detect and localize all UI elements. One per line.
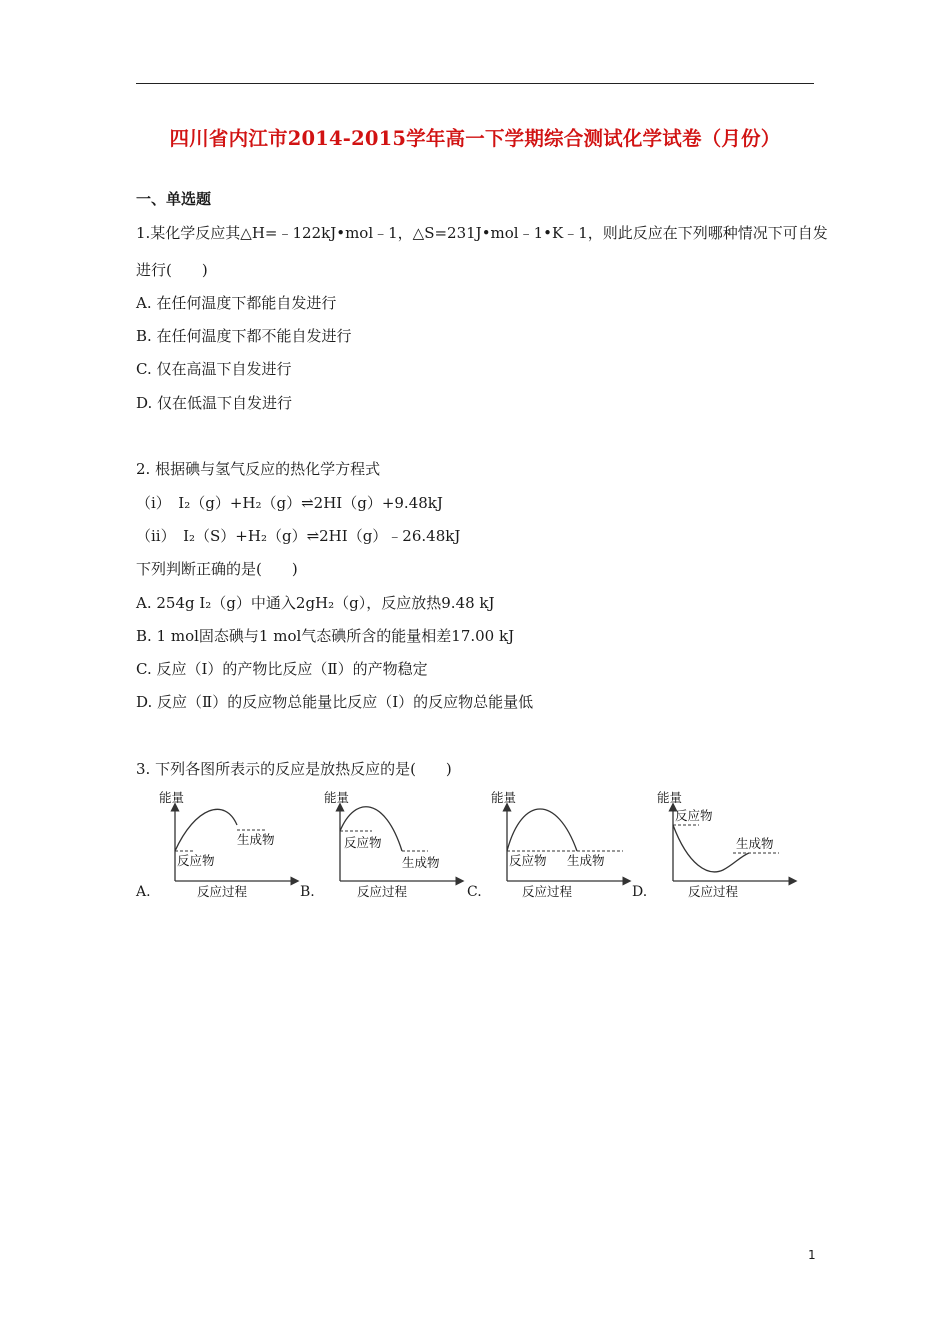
y-axis-label: 能量	[324, 790, 350, 805]
x-axis-label: 反应过程	[197, 884, 248, 899]
reactant-label: 反应物	[509, 853, 547, 868]
energy-diagram-b	[320, 785, 470, 900]
x-axis-label: 反应过程	[688, 884, 739, 899]
q2-option-c: C. 反应（Ⅰ）的产物比反应（Ⅱ）的产物稳定	[136, 660, 428, 678]
section-heading: 一、单选题	[136, 190, 212, 208]
q1-stem-line2: 进行( )	[136, 261, 208, 279]
q1-option-c: C. 仅在高温下自发进行	[136, 360, 292, 378]
q2-prompt: 下列判断正确的是( )	[136, 560, 298, 578]
q1-option-a: A. 在任何温度下都能自发进行	[136, 294, 337, 312]
y-axis-label: 能量	[491, 790, 517, 805]
q2-option-d: D. 反应（Ⅱ）的反应物总能量比反应（Ⅰ）的反应物总能量低	[136, 693, 534, 711]
q2-equation-ii: （ii） I₂（S）+H₂（g）⇌2HI（g）﹣26.48kJ	[136, 527, 461, 545]
product-label: 生成物	[402, 855, 440, 870]
q3-option-a-letter: A.	[136, 884, 151, 900]
x-axis-label: 反应过程	[522, 884, 573, 899]
product-label: 生成物	[237, 832, 275, 847]
q2-equation-i: （i） I₂（g）+H₂（g）⇌2HI（g）+9.48kJ	[136, 494, 443, 512]
product-label: 生成物	[567, 853, 605, 868]
header-rule	[136, 83, 814, 84]
x-axis-label: 反应过程	[357, 884, 408, 899]
page-number: 1	[808, 1248, 816, 1262]
q3-option-b-letter: B.	[300, 884, 315, 900]
q3-option-d-letter: D.	[632, 884, 648, 900]
q2-option-b: B. 1 mol固态碘与1 mol气态碘所含的能量相差17.00 kJ	[136, 627, 515, 645]
product-label: 生成物	[736, 836, 774, 851]
paper-title: 四川省内江市2014-2015学年高一下学期综合测试化学试卷（月份）	[169, 127, 781, 150]
y-axis-label: 能量	[657, 790, 683, 805]
reactant-label: 反应物	[675, 808, 713, 823]
q3-option-c-letter: C.	[467, 884, 482, 900]
q1-stem-line1: 1.某化学反应其△H=﹣122kJ•mol﹣1，△S=231J•mol﹣1•K﹣1，则此反应在下列哪种情况下可自发	[136, 224, 828, 242]
q1-option-d: D. 仅在低温下自发进行	[136, 394, 293, 412]
reactant-label: 反应物	[344, 835, 382, 850]
q2-stem: 2. 根据碘与氢气反应的热化学方程式	[136, 460, 381, 478]
reactant-label: 反应物	[177, 853, 215, 868]
y-axis-label: 能量	[159, 790, 185, 805]
energy-diagram-a	[155, 785, 305, 900]
energy-diagram-d	[653, 785, 803, 900]
energy-diagram-c	[487, 785, 637, 900]
q1-option-b: B. 在任何温度下都不能自发进行	[136, 327, 352, 345]
q2-option-a: A. 254g I₂（g）中通入2gH₂（g），反应放热9.48 kJ	[136, 594, 495, 612]
q3-stem: 3. 下列各图所表示的反应是放热反应的是( )	[136, 760, 452, 778]
